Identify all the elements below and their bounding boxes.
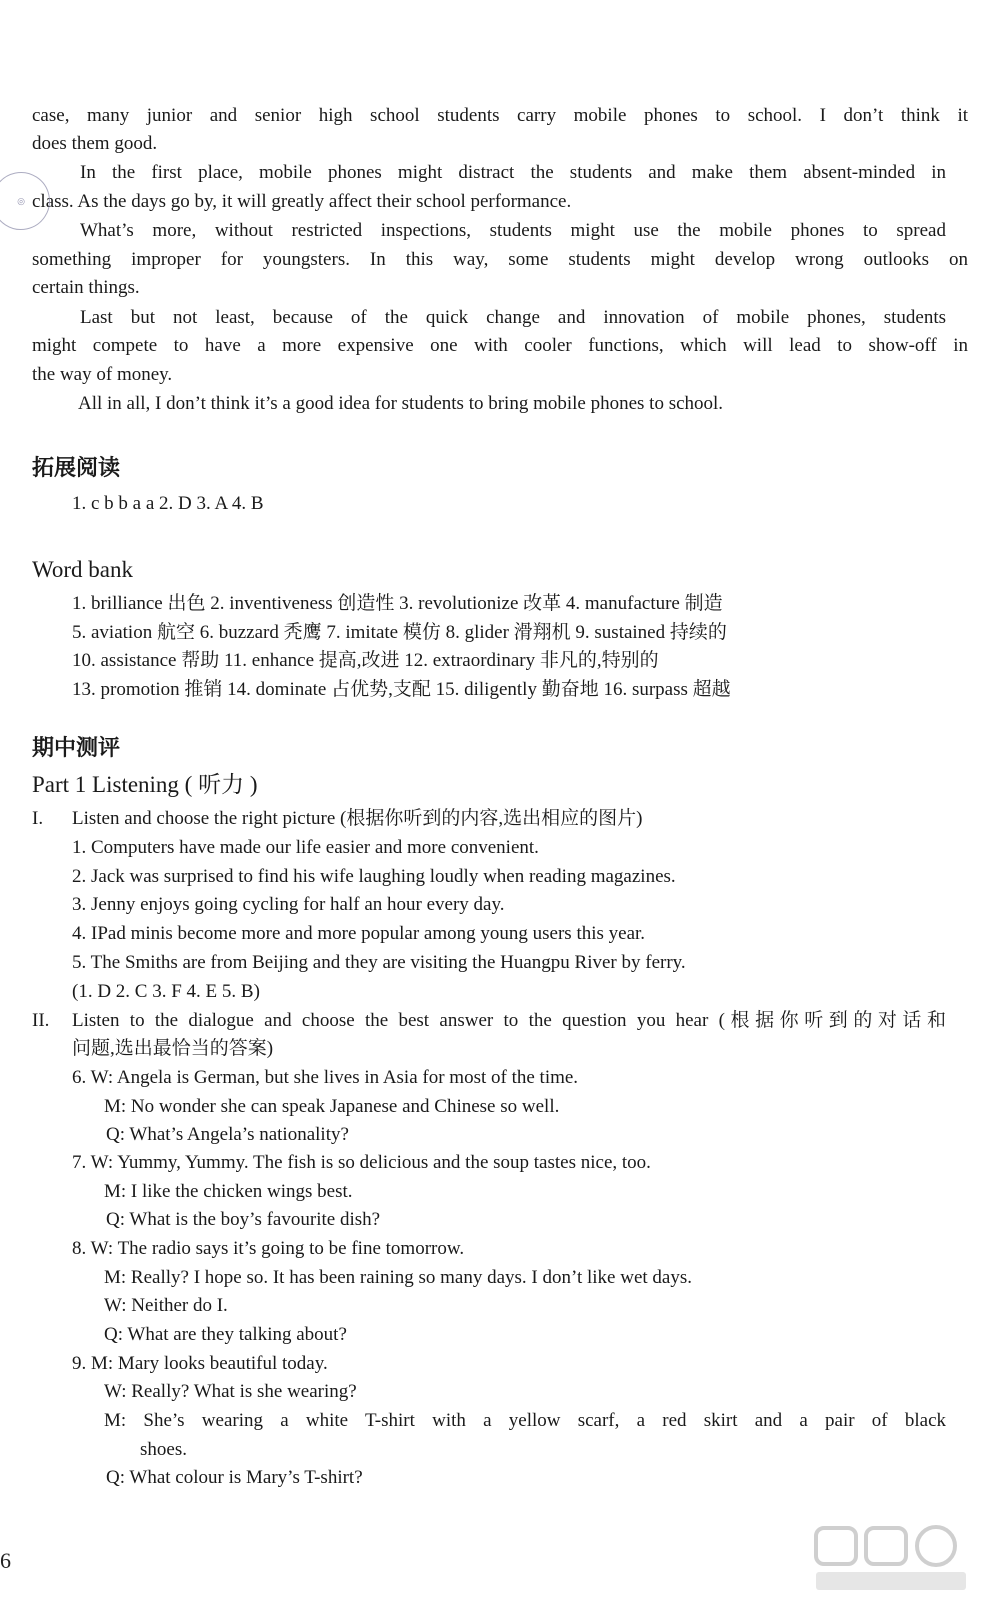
listening-item: 4. IPad minis become more and more popular among young users this year. [72,923,646,944]
dialogue-question: Q: What colour is Mary’s T-shirt? [106,1467,363,1488]
section-answers: (1. D 2. C 3. F 4. E 5. B) [72,981,260,1002]
essay-line: might compete to have a more expensive one with cooler functions, which will lead to show-off in [32,335,968,356]
essay-line: certain things. [32,277,140,298]
dialogue-line: W: Neither do I. [104,1295,228,1316]
section-instruction: Listen to the dialogue and choose the best answer to the question you hear (根据你听到的对话和 [72,1010,946,1031]
dialogue-question: Q: What are they talking about? [104,1324,347,1345]
dialogue-line: M: Really? I hope so. It has been raining so many days. I don’t like wet days. [104,1267,692,1288]
section-number: I. [32,808,44,829]
essay-line: case, many junior and senior high school students carry mobile phones to school. I don’t think it [32,105,968,126]
essay-line: Last but not least, because of the quick change and innovation of mobile phones, students [80,307,946,328]
dialogue-line: M: She’s wearing a white T-shirt with a yellow scarf, a red skirt and a pair of black [104,1410,946,1431]
section-title-midterm: 期中测评 [32,736,121,761]
section-title-extended-reading: 拓展阅读 [32,456,121,481]
listening-item: 2. Jack was surprised to find his wife laughing loudly when reading magazines. [72,866,676,887]
word-bank-row: 10. assistance 帮助 11. enhance 提高,改进 12. extraordinary 非凡的,特别的 [72,650,659,671]
section-instruction: 问题,选出最恰当的答案) [72,1038,274,1059]
part-title-listening: Part 1 Listening ( 听力 ) [32,772,258,797]
essay-line: What’s more, without restricted inspections, students might use the mobile phones to spread [80,220,946,241]
dialogue-line: W: Really? What is she wearing? [104,1381,357,1402]
essay-line: the way of money. [32,364,173,385]
dialogue-line: 8. W: The radio says it’s going to be fine tomorrow. [72,1238,465,1259]
word-bank-row: 13. promotion 推销 14. dominate 占优势,支配 15. diligently 勤奋地 16. surpass 超越 [72,679,731,700]
word-bank-row: 1. brilliance 出色 2. inventiveness 创造性 3. revolutionize 改革 4. manufacture 制造 [72,593,723,614]
essay-line: does them good. [32,133,158,154]
section-number: II. [32,1010,50,1031]
page-number: 6 [0,1548,11,1573]
dialogue-line: 7. W: Yummy, Yummy. The fish is so delicious and the soup tastes nice, too. [72,1152,651,1173]
watermark-logo-icon [814,1524,974,1594]
section-title-word-bank: Word bank [32,557,133,582]
listening-item: 3. Jenny enjoys going cycling for half an hour every day. [72,894,505,915]
essay-line: In the first place, mobile phones might distract the students and make them absent-minded in [80,162,946,183]
essay-line: All in all, I don’t think it’s a good idea for students to bring mobile phones to school. [78,393,724,414]
dialogue-line: M: I like the chicken wings best. [104,1181,353,1202]
dialogue-question: Q: What is the boy’s favourite dish? [106,1209,381,1230]
dialogue-line: 9. M: Mary looks beautiful today. [72,1353,328,1374]
dialogue-line: 6. W: Angela is German, but she lives in Asia for most of the time. [72,1067,579,1088]
listening-item: 5. The Smiths are from Beijing and they are visiting the Huangpu River by ferry. [72,952,686,973]
dialogue-question: Q: What’s Angela’s nationality? [106,1124,349,1145]
section-instruction: Listen and choose the right picture (根据你听到的内容,选出相应的图片) [72,808,643,829]
library-stamp-icon: ◎ [0,167,55,236]
word-bank-row: 5. aviation 航空 6. buzzard 秃鹰 7. imitate 模仿 8. glider 滑翔机 9. sustained 持续的 [72,622,727,643]
extended-reading-answers: 1. c b b a a 2. D 3. A 4. B [72,493,264,514]
dialogue-line: M: No wonder she can speak Japanese and Chinese so well. [104,1096,560,1117]
dialogue-line: shoes. [140,1439,187,1460]
listening-item: 1. Computers have made our life easier and more convenient. [72,837,539,858]
essay-line: class. As the days go by, it will greatly affect their school performance. [32,191,572,212]
essay-line: something improper for youngsters. In this way, some students might develop wrong outlooks on [32,249,968,270]
